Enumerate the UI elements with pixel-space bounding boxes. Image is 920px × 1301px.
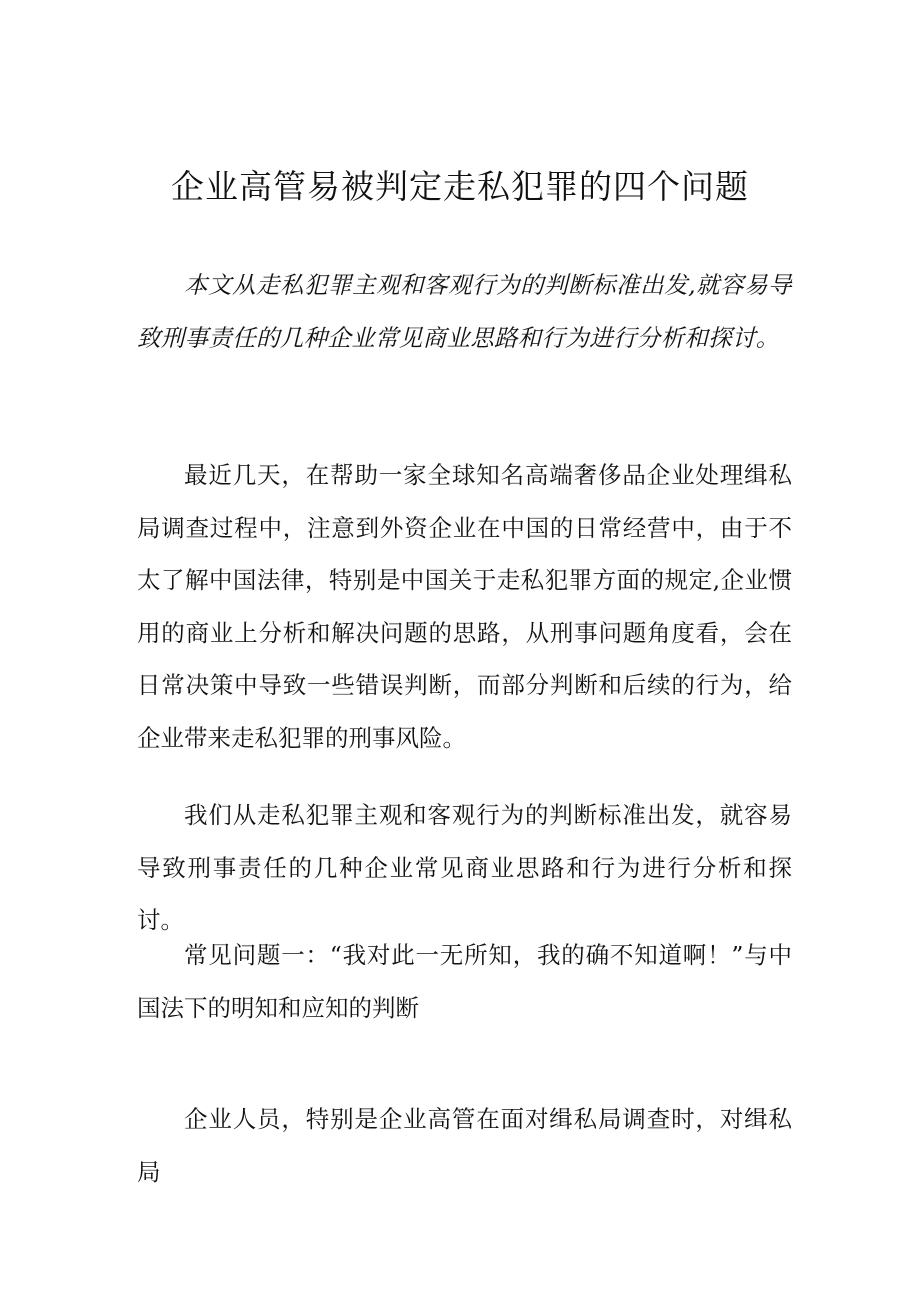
body-paragraph-2: 我们从走私犯罪主观和客观行为的判断标准出发，就容易导致刑事责任的几种企业常见商业思路和行为进行分析和探讨。 (137, 801, 792, 934)
document-title: 企业高管易被判定走私犯罪的四个问题 (171, 167, 749, 206)
body-paragraph-3: 企业人员，特别是企业高管在面对缉私局调查时，对缉私局 (137, 1105, 792, 1186)
body-paragraph-1: 最近几天，在帮助一家全球知名高端奢侈品企业处理缉私局调查过程中，注意到外资企业在中国的日常经营中，由于不太了解中国法律，特别是中国关于走私犯罪方面的规定,企业惯用的商业上分析和解决问题的思路，从刑事问题角度看，会在日常决策中导致一些错误判断，而部分判断和后续的行为，给企业带来走私犯罪的刑事风险。 (137, 461, 792, 752)
question-heading-1: 常见问题一：“我对此一无所知，我的确不知道啊！”与中国法下的明知和应知的判断 (137, 941, 792, 1022)
abstract-paragraph: 本文从走私犯罪主观和客观行为的判断标准出发,就容易导致刑事责任的几种企业常见商业思路和行为进行分析和探讨。 (137, 271, 792, 352)
